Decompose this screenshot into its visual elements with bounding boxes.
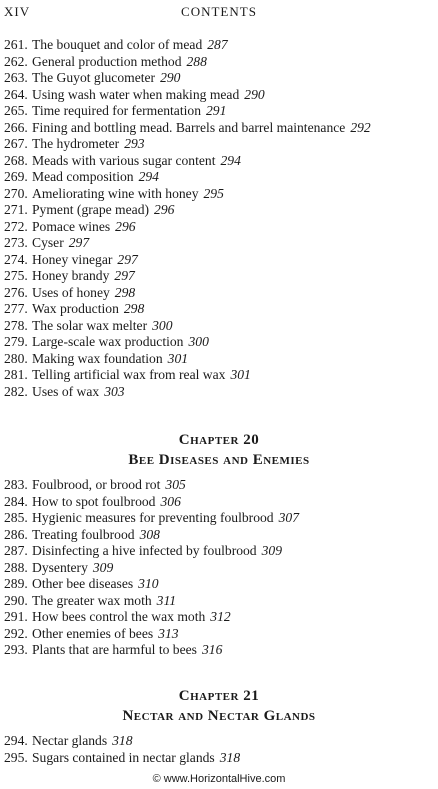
- toc-entry: [4, 70, 434, 87]
- entry-page-number: 290: [160, 70, 181, 85]
- entry-page-number: 303: [104, 383, 125, 399]
- entry-number: 285.: [4, 510, 28, 525]
- entry-title: The hydrometer: [32, 136, 120, 151]
- running-title: CONTENTS: [181, 4, 257, 19]
- toc-entry: [4, 252, 434, 269]
- entry-page-number: 295: [203, 185, 224, 201]
- toc-entry: [4, 626, 434, 643]
- entry-number: 293.: [4, 642, 28, 657]
- chapter-heading-20: [0, 430, 438, 470]
- entry-number: 272.: [4, 218, 28, 234]
- entry-number: 283.: [4, 477, 28, 492]
- toc-entry: [4, 510, 434, 527]
- entry-number: 290.: [4, 592, 28, 608]
- chapter-title: Nectar and Nectar Glands: [122, 708, 316, 724]
- toc-entry: [4, 642, 434, 659]
- chapter-heading-21: [0, 686, 438, 726]
- toc-entry: [4, 37, 434, 54]
- entry-number: 276.: [4, 284, 28, 300]
- entry-title: Dysentery: [32, 559, 88, 575]
- entry-title: Foulbrood, or brood rot: [32, 477, 161, 492]
- entry-page-number: 297: [68, 235, 90, 250]
- entry-page-number: 318: [112, 733, 133, 748]
- entry-page-number: 298: [123, 301, 145, 316]
- toc-entry: [4, 219, 434, 236]
- entry-number: 278.: [4, 317, 28, 333]
- entry-title: Uses of wax: [32, 383, 100, 399]
- entry-number: 284.: [4, 493, 28, 509]
- entry-page-number: 301: [230, 367, 251, 382]
- entry-number: 269.: [4, 169, 28, 184]
- toc-entry: [4, 477, 434, 494]
- toc-entry: [4, 153, 434, 170]
- entry-title: Other bee diseases: [32, 576, 134, 591]
- entry-page-number: 309: [261, 543, 282, 558]
- entry-number: 279.: [4, 334, 28, 349]
- toc-entry: [4, 301, 434, 318]
- toc-entry: [4, 54, 434, 71]
- entry-title: Pyment (grape mead): [32, 202, 150, 217]
- entry-title: Uses of honey: [32, 284, 110, 300]
- toc-entry: [4, 560, 434, 577]
- entry-page-number: 296: [115, 218, 136, 234]
- entry-title: Sugars contained in nectar glands: [32, 749, 215, 765]
- entry-title: Pomace wines: [32, 218, 111, 234]
- entry-title: Fining and bottling mead. Barrels and barrel maintenance: [32, 119, 346, 135]
- entry-number: 281.: [4, 367, 28, 382]
- entry-number: 262.: [4, 53, 28, 69]
- toc-entry: [4, 609, 434, 626]
- entry-number: 282.: [4, 383, 28, 399]
- entry-title: Cyser: [32, 235, 64, 250]
- entry-number: 277.: [4, 301, 28, 316]
- entry-page-number: 291: [206, 103, 227, 118]
- copyright-footer: © www.HorizontalHive.com: [152, 773, 286, 785]
- entry-number: 286.: [4, 526, 28, 542]
- entry-page-number: 297: [117, 251, 138, 267]
- entry-page-number: 301: [167, 350, 189, 366]
- entry-title: Plants that are harmful to bees: [32, 642, 197, 657]
- toc-entry: [4, 186, 434, 203]
- entry-page-number: 296: [154, 202, 175, 217]
- toc-entry: [4, 543, 434, 560]
- entry-title: Mead composition: [32, 169, 134, 184]
- entry-number: 288.: [4, 559, 28, 575]
- entry-number: 268.: [4, 152, 28, 168]
- entry-number: 280.: [4, 350, 28, 366]
- toc-entry: [4, 527, 434, 544]
- toc-entry: [4, 235, 434, 252]
- entry-title: Other enemies of bees: [32, 625, 154, 641]
- entry-page-number: 312: [210, 609, 231, 624]
- toc-entry: [4, 750, 434, 767]
- entry-title: The bouquet and color of mead: [32, 37, 203, 52]
- entry-page-number: 306: [160, 493, 181, 509]
- entry-page-number: 318: [219, 749, 241, 765]
- entry-title: Meads with various sugar content: [32, 152, 216, 168]
- entry-title: Honey vinegar: [32, 251, 113, 267]
- entry-number: 271.: [4, 202, 28, 217]
- entry-title: The greater wax moth: [32, 592, 152, 608]
- entry-page-number: 300: [152, 317, 173, 333]
- entry-title: Disinfecting a hive infected by foulbrood: [32, 543, 257, 558]
- entry-page-number: 311: [156, 592, 177, 608]
- entry-number: 291.: [4, 609, 28, 624]
- entry-page-number: 300: [188, 334, 209, 349]
- entry-number: 273.: [4, 235, 28, 250]
- toc-entry: [4, 576, 434, 593]
- toc-entry: [4, 334, 434, 351]
- entry-page-number: 305: [165, 477, 186, 492]
- entry-number: 267.: [4, 136, 28, 151]
- entry-title: Nectar glands: [32, 733, 108, 748]
- toc-entry: [4, 87, 434, 104]
- entry-number: 274.: [4, 251, 28, 267]
- chapter-number: Chapter 21: [178, 688, 260, 704]
- page-number: XIV: [4, 4, 31, 19]
- entry-title: Large-scale wax production: [32, 334, 184, 349]
- entry-title: The Guyot glucometer: [32, 70, 156, 85]
- entry-title: Making wax foundation: [32, 350, 163, 366]
- toc-entry: [4, 169, 434, 186]
- toc-entry: [4, 136, 434, 153]
- toc-entry: [4, 367, 434, 384]
- entry-number: 266.: [4, 119, 28, 135]
- entry-page-number: 298: [114, 284, 136, 300]
- entry-title: Telling artificial wax from real wax: [32, 367, 226, 382]
- entry-page-number: 309: [92, 559, 114, 575]
- entry-number: 270.: [4, 185, 28, 201]
- entry-title: Ameliorating wine with honey: [32, 185, 199, 201]
- entry-page-number: 294: [138, 169, 159, 184]
- entry-title: Wax production: [32, 301, 119, 316]
- entry-page-number: 310: [138, 576, 159, 591]
- entry-page-number: 307: [278, 510, 299, 525]
- entry-page-number: 292: [350, 119, 371, 135]
- toc-entry: [4, 351, 434, 368]
- entry-page-number: 316: [201, 642, 223, 657]
- entry-page-number: 290: [244, 86, 265, 102]
- toc-entry: [4, 285, 434, 302]
- entry-number: 289.: [4, 576, 28, 591]
- entry-page-number: 313: [158, 625, 179, 641]
- entry-number: 295.: [4, 749, 28, 765]
- chapter-title: Bee Diseases and Enemies: [128, 452, 310, 468]
- entry-number: 265.: [4, 103, 28, 118]
- toc-entry: [4, 120, 434, 137]
- entry-number: 292.: [4, 625, 28, 641]
- entry-title: The solar wax melter: [32, 317, 148, 333]
- entry-page-number: 287: [207, 37, 228, 52]
- page-header: [4, 4, 434, 20]
- contents-list-a: [4, 37, 434, 400]
- entry-title: How bees control the wax moth: [32, 609, 206, 624]
- entry-title: Time required for fermentation: [32, 103, 201, 118]
- toc-entry: [4, 268, 434, 285]
- entry-number: 275.: [4, 268, 28, 283]
- chapter-number: Chapter 20: [178, 432, 260, 448]
- toc-entry: [4, 733, 434, 750]
- toc-entry: [4, 202, 434, 219]
- entry-page-number: 288: [186, 53, 207, 69]
- entry-page-number: 297: [114, 268, 135, 283]
- entry-number: 263.: [4, 70, 28, 85]
- entry-title: Honey brandy: [32, 268, 110, 283]
- entry-title: Using wash water when making mead: [32, 86, 240, 102]
- entry-number: 287.: [4, 543, 28, 558]
- toc-entry: [4, 494, 434, 511]
- entry-page-number: 308: [139, 526, 160, 542]
- entry-title: Hygienic measures for preventing foulbrood: [32, 510, 274, 525]
- toc-entry: [4, 103, 434, 120]
- entry-page-number: 293: [124, 136, 145, 151]
- entry-page-number: 294: [220, 152, 241, 168]
- entry-number: 261.: [4, 37, 28, 52]
- toc-entry: [4, 593, 434, 610]
- contents-list-c: [4, 733, 434, 766]
- contents-list-b: [4, 477, 434, 659]
- entry-title: How to spot foulbrood: [32, 493, 156, 509]
- entry-number: 294.: [4, 733, 28, 748]
- toc-entry: [4, 384, 434, 401]
- toc-entry: [4, 318, 434, 335]
- entry-title: General production method: [32, 53, 182, 69]
- entry-number: 264.: [4, 86, 28, 102]
- entry-title: Treating foulbrood: [32, 526, 135, 542]
